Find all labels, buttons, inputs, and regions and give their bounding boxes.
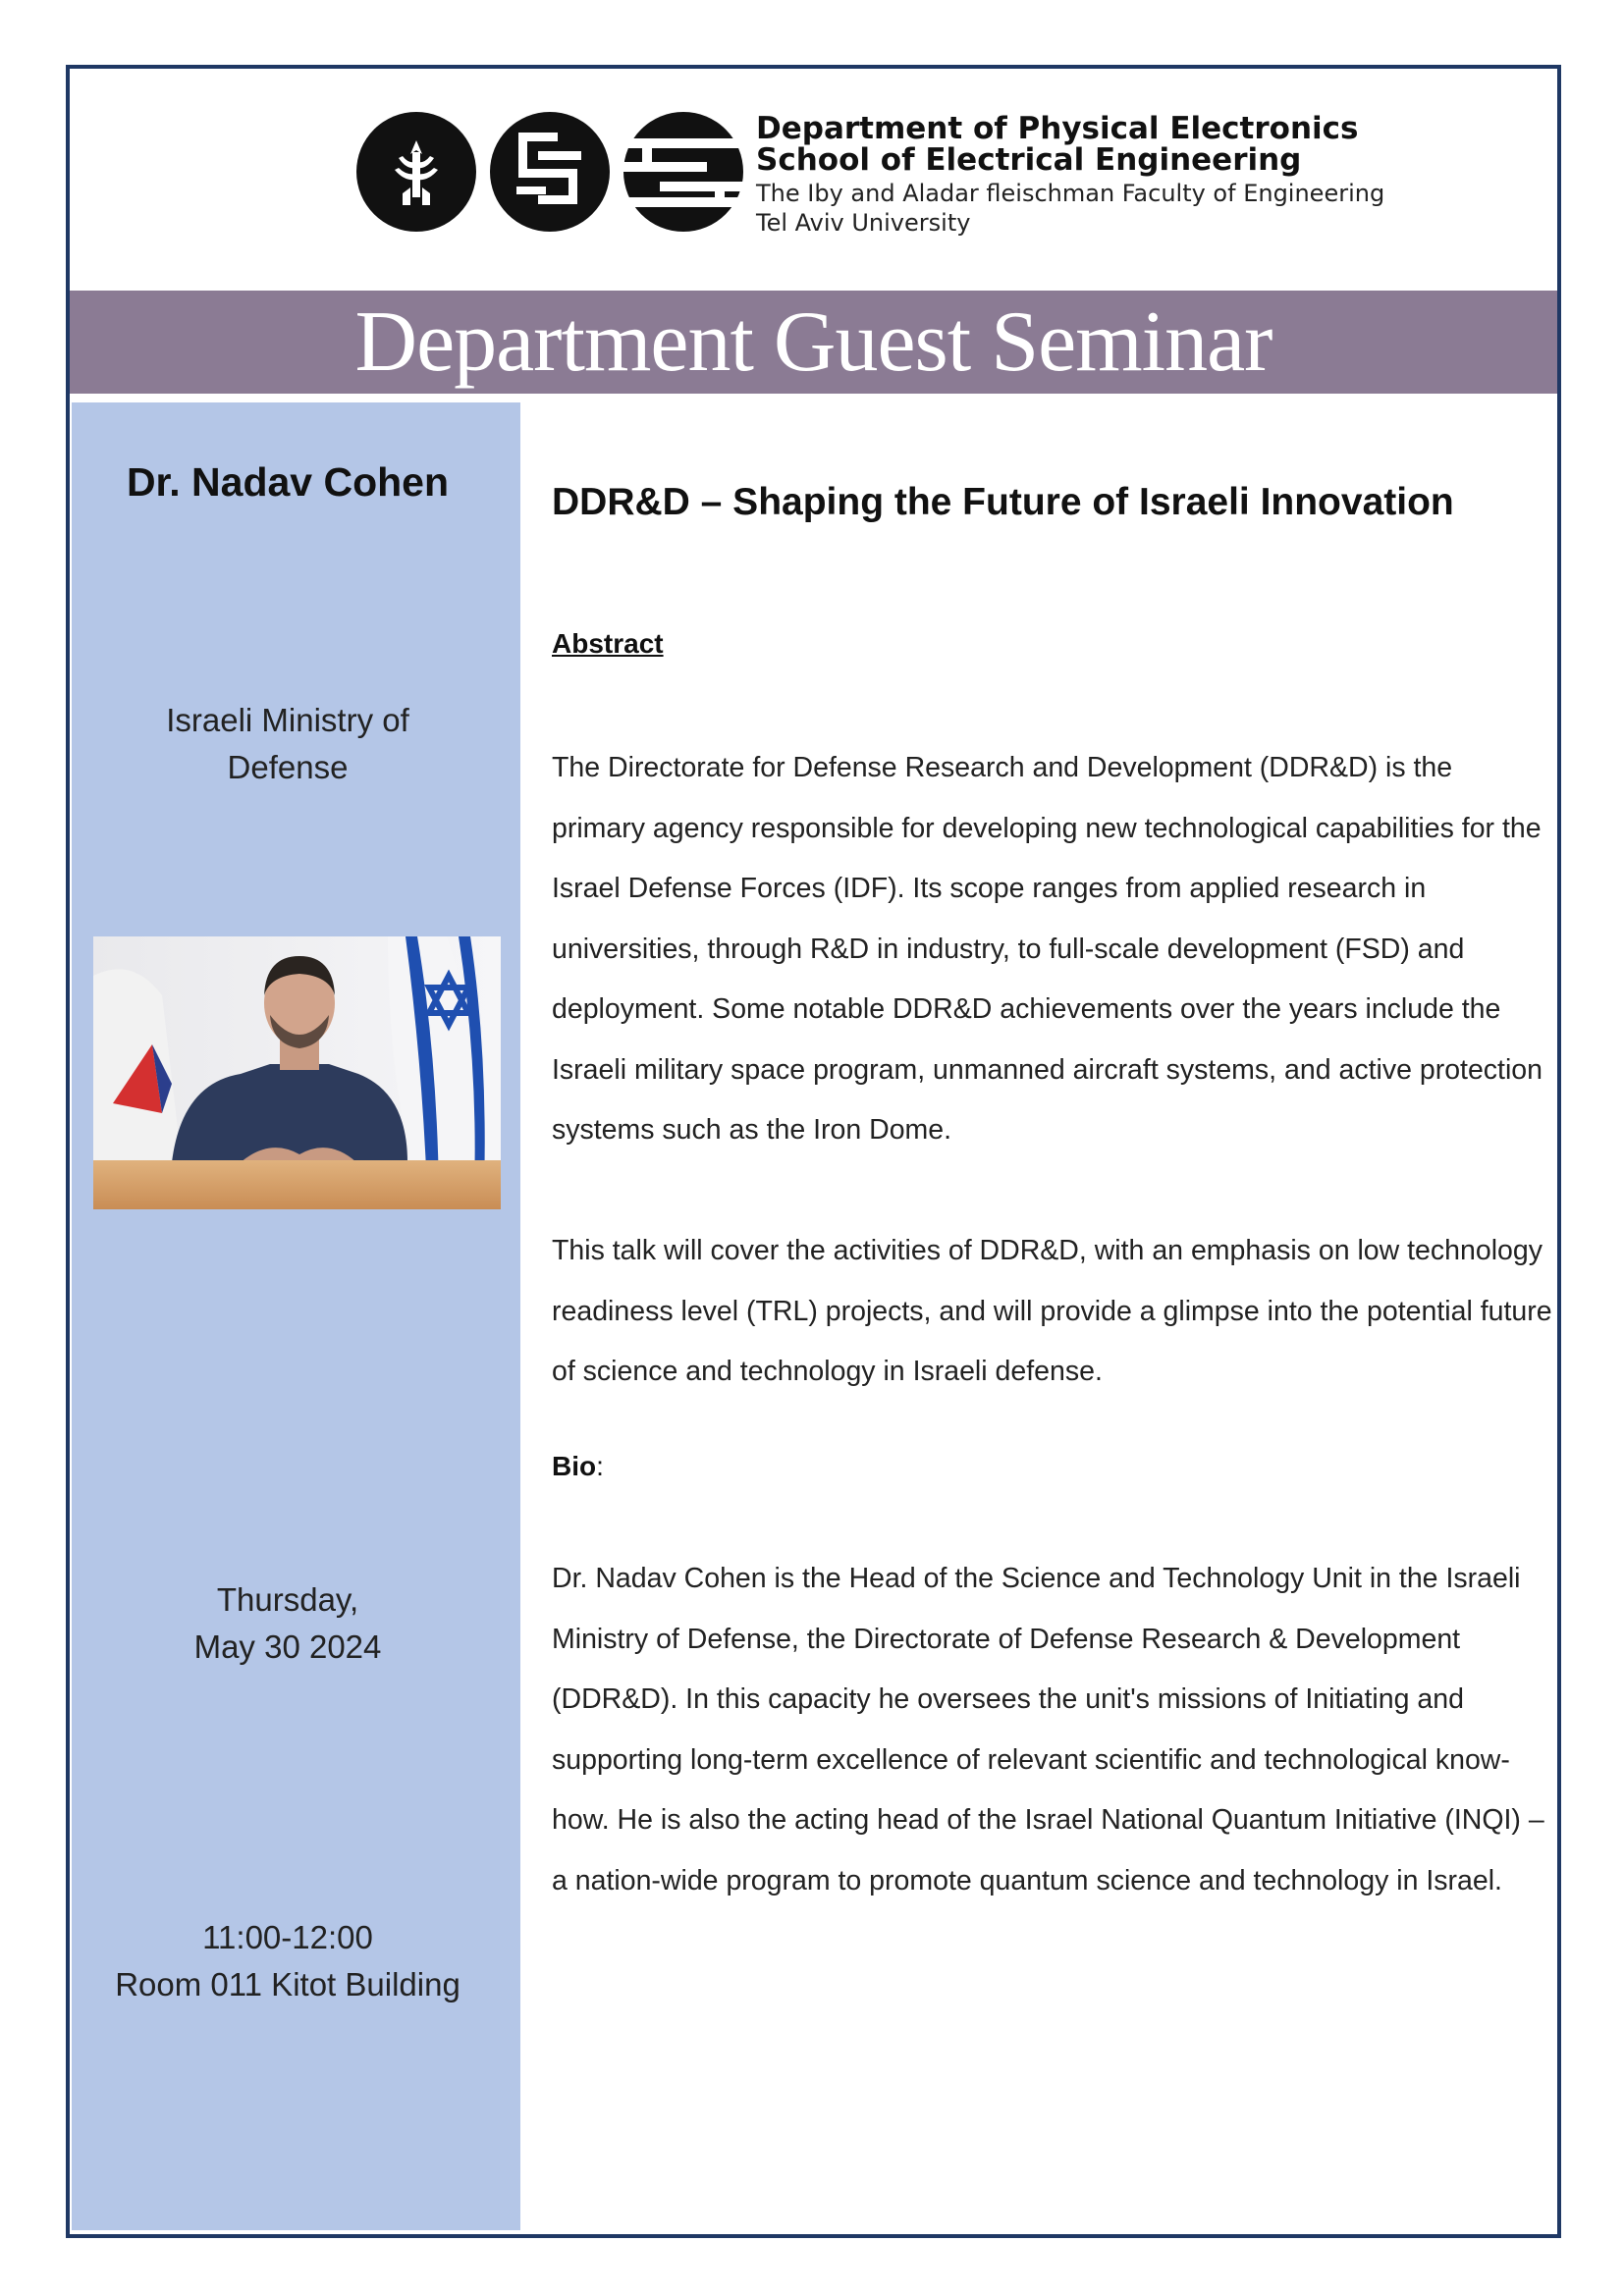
talk-title: DDR&D – Shaping the Future of Israeli Innovation: [552, 481, 1454, 523]
abstract-paragraph-2: This talk will cover the activities of DDR&D, with an emphasis on low technology readiness level (TRL) projects, and will provide a glimpse into the potential future of science and technology in Israeli defense.: [552, 1235, 1552, 1387]
bio-heading: Bio: [552, 1451, 597, 1481]
abstract-paragraph-1: The Directorate for Defense Research and Development (DDR&D) is the primary agency responsible for developing new technological capabilities for the Israel Defense Forces (IDF). Its scope ranges from applied research in universities, through R&D in industry, to full-scale development (FSD) and deployment. Some notable DDR&D achievements over the years include the Israeli military space program, unmanned aircraft systems, and active protection systems such as the Iron Dome.: [552, 752, 1543, 1146]
abstract-heading: Abstract: [552, 628, 664, 659]
tau-emblem-logo: [355, 111, 477, 233]
bio-heading-row: [552, 1451, 604, 1482]
seminar-banner: [70, 291, 1557, 394]
department-heading: [756, 111, 1385, 237]
university-name: Tel Aviv University: [756, 209, 971, 237]
affiliation-line-2: Defense: [227, 749, 349, 785]
seminar-time-location: [72, 1914, 504, 2008]
seminar-date: [72, 1576, 504, 1671]
school-name: School of Electrical Engineering: [756, 142, 1302, 178]
department-name: Department of Physical Electronics: [756, 111, 1359, 146]
affiliation-line-1: Israeli Ministry of: [166, 702, 409, 738]
seminar-content: [552, 481, 1553, 1896]
faculty-name: The Iby and Aladar fleischman Faculty of Engineering: [756, 180, 1385, 207]
physical-electronics-emblem-logo: [623, 111, 744, 233]
speaker-name: Dr. Nadav Cohen: [126, 459, 450, 505]
seminar-room: Room 011 Kitot Building: [115, 1966, 460, 2002]
date-day: May 30 2024: [193, 1629, 382, 1665]
logo-group: [355, 111, 744, 237]
date-weekday: Thursday,: [216, 1581, 359, 1618]
banner-title: Department Guest Seminar: [354, 294, 1272, 390]
engineering-emblem-logo: [489, 111, 611, 233]
speaker-photo: [93, 936, 501, 1209]
seminar-time: 11:00-12:00: [202, 1919, 373, 1955]
bio-heading-colon: :: [596, 1451, 604, 1481]
speaker-affiliation: [72, 697, 504, 791]
bio-paragraph: Dr. Nadav Cohen is the Head of the Science and Technology Unit in the Israeli Ministry of Defense, the Directorate of Defense Research & Development (DDR&D). In this capacity he oversees the unit's missions of Initiating and supporting long-term excellence of relevant scientific and technological know-how. He is also the acting head of the Israel National Quantum Initiative (INQI) – a nation-wide program to promote quantum science and technology in Israel.: [552, 1563, 1544, 1896]
speaker-sidebar: [72, 402, 520, 2230]
